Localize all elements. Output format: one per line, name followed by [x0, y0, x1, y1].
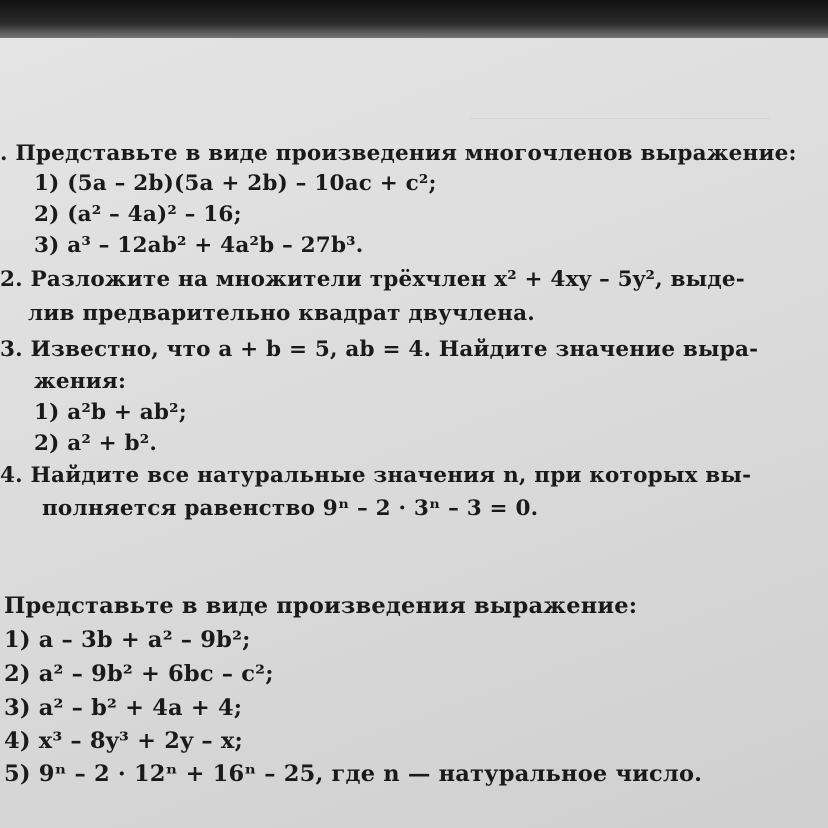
section2-item-2: 2) a² – 9b² + 6bc – c²;: [4, 661, 274, 687]
task1-item-3: 3) a³ – 12ab² + 4a²b – 27b³.: [34, 233, 364, 258]
task2-text-1: Разложите на множители трёхчлен x² + 4xy – 5y², выде-: [30, 267, 745, 292]
task3-item-2: 2) a² + b².: [34, 431, 158, 456]
task3-line2: жения:: [34, 369, 127, 394]
task1-item-1: 1) (5a – 2b)(5a + 2b) – 10ac + c²;: [34, 171, 437, 196]
task1-text: Представьте в виде произведения многочленов выражение:: [15, 141, 797, 166]
task1-heading: . Представьте в виде произведения многочленов выражение:: [0, 141, 797, 166]
section2-item-4: 4) x³ – 8y³ + 2y – x;: [4, 728, 243, 754]
task3-line1: 3. Известно, что a + b = 5, ab = 4. Найдите значение выра-: [0, 337, 759, 362]
task3-text-1: Известно, что a + b = 5, ab = 4. Найдите значение выра-: [30, 337, 759, 362]
task4-text-1: Найдите все натуральные значения n, при которых вы-: [30, 463, 752, 488]
section2-item-1: 1) a – 3b + a² – 9b²;: [4, 627, 251, 653]
task2-line1: 2. Разложите на множители трёхчлен x² + 4xy – 5y², выде-: [0, 267, 745, 292]
task4-line1: 4. Найдите все натуральные значения n, при которых вы-: [0, 463, 752, 488]
task2-line2: лив предварительно квадрат двучлена.: [28, 301, 535, 326]
top-shadow: [0, 0, 828, 42]
task3-item-1: 1) a²b + ab²;: [34, 400, 187, 425]
task4-line2: полняется равенство 9ⁿ – 2 · 3ⁿ – 3 = 0.: [42, 496, 539, 521]
section2-heading: Представьте в виде произведения выражение:: [4, 593, 638, 619]
section2-item-3: 3) a² – b² + 4a + 4;: [4, 695, 243, 721]
show-through-decoration: [470, 118, 770, 133]
textbook-page: [0, 38, 828, 828]
task1-item-2: 2) (a² – 4a)² – 16;: [34, 202, 242, 227]
section2-item-5: 5) 9ⁿ – 2 · 12ⁿ + 16ⁿ – 25, где n — натуральное число.: [4, 761, 703, 787]
